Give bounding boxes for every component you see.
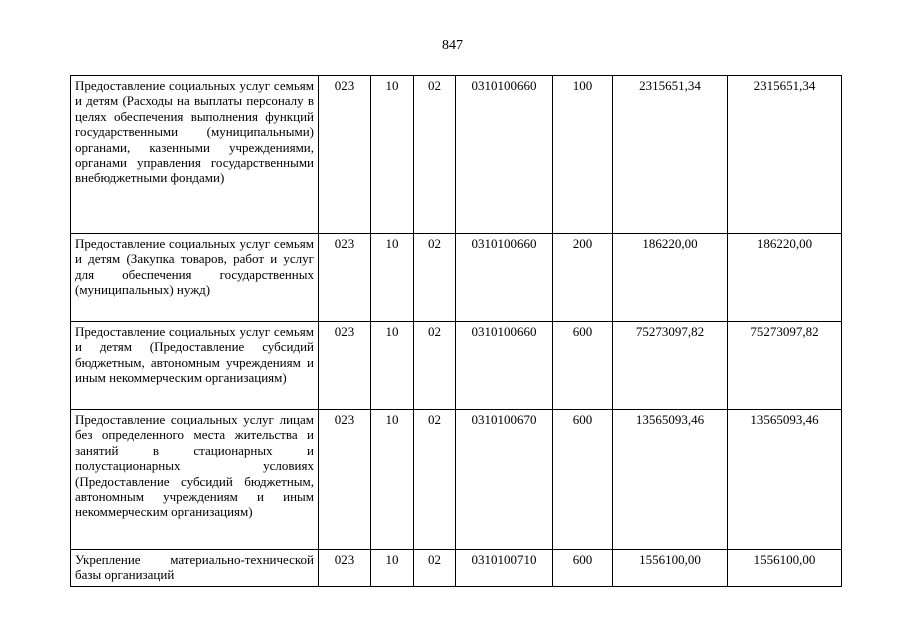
- ministry-code-cell: 023: [319, 410, 371, 550]
- target-article-cell: 0310100670: [456, 410, 553, 550]
- amount-cell: 186220,00: [613, 234, 728, 322]
- subsection-code-cell: 02: [414, 410, 456, 550]
- subsection-code-cell: 02: [414, 322, 456, 410]
- amount-cell: 75273097,82: [728, 322, 842, 410]
- ministry-code-cell: 023: [319, 234, 371, 322]
- row-description: Предоставление социальных услуг семьям и детям (Предоставление субсидий бюджетным, автономным учреждениям и иным некоммерческим организациям): [71, 322, 319, 410]
- table-row: [71, 76, 842, 234]
- subsection-code-cell: 02: [414, 550, 456, 587]
- page-number: 847: [442, 38, 463, 53]
- budget-table: [70, 75, 842, 587]
- table-row: [71, 322, 842, 410]
- target-article-cell: 0310100660: [456, 234, 553, 322]
- amount-cell: 186220,00: [728, 234, 842, 322]
- row-description: Предоставление социальных услуг лицам без определенного места жительства и занятий в стационарных и полустационарных условиях (Предоставление субсидий бюджетным, автономным учреждениям и иным некоммерческим организациям): [71, 410, 319, 550]
- amount-cell: 13565093,46: [728, 410, 842, 550]
- target-article-cell: 0310100710: [456, 550, 553, 587]
- amount-cell: 2315651,34: [728, 76, 842, 234]
- amount-cell: 2315651,34: [613, 76, 728, 234]
- ministry-code-cell: 023: [319, 76, 371, 234]
- section-code-cell: 10: [371, 234, 414, 322]
- amount-cell: 1556100,00: [613, 550, 728, 587]
- ministry-code-cell: 023: [319, 550, 371, 587]
- expense-type-cell: 600: [553, 550, 613, 587]
- amount-cell: 75273097,82: [613, 322, 728, 410]
- row-description: Предоставление социальных услуг семьям и детям (Расходы на выплаты персоналу в целях обеспечения выполнения функций государственными (муниципальными) органами, казенными учреждениями, органами управления государственными внебюджетными фондами): [71, 76, 319, 234]
- section-code-cell: 10: [371, 410, 414, 550]
- subsection-code-cell: 02: [414, 234, 456, 322]
- amount-cell: 13565093,46: [613, 410, 728, 550]
- section-code-cell: 10: [371, 76, 414, 234]
- expense-type-cell: 200: [553, 234, 613, 322]
- table-row: [71, 234, 842, 322]
- row-description: Укрепление материально-технической базы организаций: [71, 550, 319, 587]
- subsection-code-cell: 02: [414, 76, 456, 234]
- amount-cell: 1556100,00: [728, 550, 842, 587]
- section-code-cell: 10: [371, 322, 414, 410]
- expense-type-cell: 600: [553, 410, 613, 550]
- table-row: [71, 550, 842, 587]
- table-row: [71, 410, 842, 550]
- expense-type-cell: 100: [553, 76, 613, 234]
- target-article-cell: 0310100660: [456, 76, 553, 234]
- target-article-cell: 0310100660: [456, 322, 553, 410]
- ministry-code-cell: 023: [319, 322, 371, 410]
- row-description: Предоставление социальных услуг семьям и детям (Закупка товаров, работ и услуг для обеспечения государственных (муниципальных) нужд): [71, 234, 319, 322]
- expense-type-cell: 600: [553, 322, 613, 410]
- section-code-cell: 10: [371, 550, 414, 587]
